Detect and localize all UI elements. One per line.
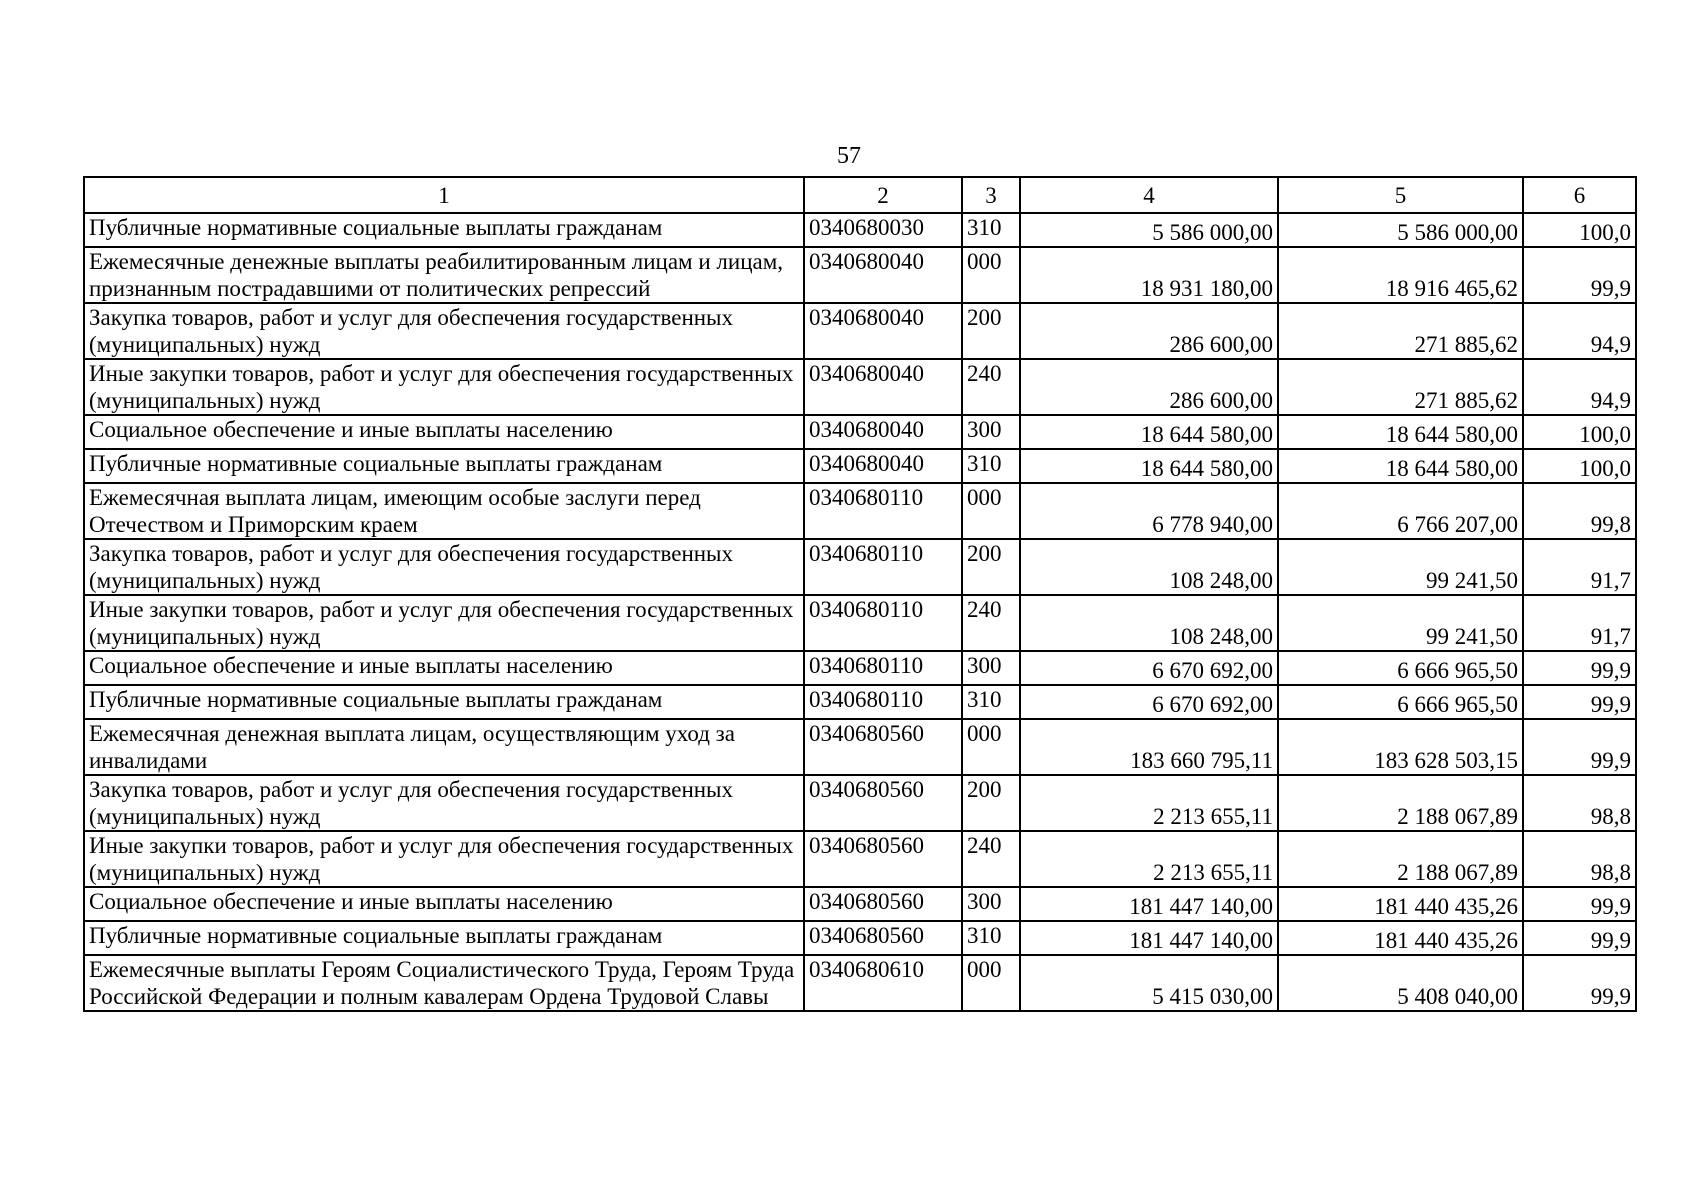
table-row <box>84 831 1636 887</box>
row-actual-amount-cell: 99 241,50 <box>1278 539 1523 595</box>
row-expense-type-cell: 200 <box>962 539 1020 595</box>
table-row <box>84 775 1636 831</box>
row-planned-amount-cell: 286 600,00 <box>1020 303 1278 359</box>
row-name-cell: Публичные нормативные социальные выплаты гражданам <box>84 449 804 483</box>
row-name-cell: Закупка товаров, работ и услуг для обеспечения государственных (муниципальных) нужд <box>84 303 804 359</box>
row-expense-type-cell: 200 <box>962 303 1020 359</box>
row-code-cell: 0340680040 <box>804 415 962 449</box>
row-name-cell: Закупка товаров, работ и услуг для обеспечения государственных (муниципальных) нужд <box>84 775 804 831</box>
row-expense-type-cell: 240 <box>962 595 1020 651</box>
header-row <box>84 177 1636 213</box>
row-planned-amount-cell: 181 447 140,00 <box>1020 921 1278 955</box>
row-planned-amount-cell: 286 600,00 <box>1020 359 1278 415</box>
column-header-4: 4 <box>1020 177 1278 213</box>
table-row <box>84 449 1636 483</box>
row-planned-amount-cell: 6 670 692,00 <box>1020 685 1278 719</box>
row-expense-type-cell: 000 <box>962 955 1020 1011</box>
row-actual-amount-cell: 6 766 207,00 <box>1278 483 1523 539</box>
row-code-cell: 0340680110 <box>804 483 962 539</box>
row-execution-percent-cell: 94,9 <box>1523 359 1636 415</box>
row-expense-type-cell: 300 <box>962 651 1020 685</box>
row-expense-type-cell: 200 <box>962 775 1020 831</box>
table-row <box>84 887 1636 921</box>
row-planned-amount-cell: 108 248,00 <box>1020 595 1278 651</box>
row-actual-amount-cell: 2 188 067,89 <box>1278 831 1523 887</box>
row-planned-amount-cell: 2 213 655,11 <box>1020 831 1278 887</box>
row-name-cell: Социальное обеспечение и иные выплаты населению <box>84 651 804 685</box>
column-header-3: 3 <box>962 177 1020 213</box>
row-actual-amount-cell: 181 440 435,26 <box>1278 887 1523 921</box>
row-actual-amount-cell: 6 666 965,50 <box>1278 685 1523 719</box>
row-execution-percent-cell: 99,9 <box>1523 651 1636 685</box>
column-header-1: 1 <box>84 177 804 213</box>
row-planned-amount-cell: 6 670 692,00 <box>1020 651 1278 685</box>
table-row <box>84 955 1636 1011</box>
row-execution-percent-cell: 94,9 <box>1523 303 1636 359</box>
row-actual-amount-cell: 18 644 580,00 <box>1278 415 1523 449</box>
row-name-cell: Публичные нормативные социальные выплаты гражданам <box>84 921 804 955</box>
row-expense-type-cell: 310 <box>962 921 1020 955</box>
row-name-cell: Ежемесячная денежная выплата лицам, осуществляющим уход за инвалидами <box>84 719 804 775</box>
row-name-cell: Ежемесячные денежные выплаты реабилитированным лицам и лицам, признанным пострадавшими от политических репрессий <box>84 247 804 303</box>
row-expense-type-cell: 000 <box>962 247 1020 303</box>
row-actual-amount-cell: 2 188 067,89 <box>1278 775 1523 831</box>
row-actual-amount-cell: 181 440 435,26 <box>1278 921 1523 955</box>
row-execution-percent-cell: 100,0 <box>1523 449 1636 483</box>
table-row <box>84 359 1636 415</box>
row-code-cell: 0340680560 <box>804 831 962 887</box>
row-execution-percent-cell: 98,8 <box>1523 775 1636 831</box>
table-row <box>84 685 1636 719</box>
row-expense-type-cell: 310 <box>962 213 1020 247</box>
row-code-cell: 0340680560 <box>804 921 962 955</box>
row-execution-percent-cell: 99,9 <box>1523 955 1636 1011</box>
row-execution-percent-cell: 91,7 <box>1523 595 1636 651</box>
row-planned-amount-cell: 108 248,00 <box>1020 539 1278 595</box>
row-planned-amount-cell: 18 644 580,00 <box>1020 449 1278 483</box>
row-expense-type-cell: 310 <box>962 685 1020 719</box>
table-row <box>84 247 1636 303</box>
budget-execution-table <box>83 176 1637 1012</box>
row-code-cell: 0340680040 <box>804 449 962 483</box>
row-actual-amount-cell: 5 408 040,00 <box>1278 955 1523 1011</box>
row-execution-percent-cell: 99,9 <box>1523 887 1636 921</box>
row-planned-amount-cell: 6 778 940,00 <box>1020 483 1278 539</box>
row-actual-amount-cell: 5 586 000,00 <box>1278 213 1523 247</box>
row-planned-amount-cell: 2 213 655,11 <box>1020 775 1278 831</box>
table-row <box>84 303 1636 359</box>
row-execution-percent-cell: 91,7 <box>1523 539 1636 595</box>
row-actual-amount-cell: 6 666 965,50 <box>1278 651 1523 685</box>
row-name-cell: Социальное обеспечение и иные выплаты населению <box>84 887 804 921</box>
row-planned-amount-cell: 5 586 000,00 <box>1020 213 1278 247</box>
row-planned-amount-cell: 18 644 580,00 <box>1020 415 1278 449</box>
row-code-cell: 0340680110 <box>804 651 962 685</box>
row-code-cell: 0340680560 <box>804 719 962 775</box>
column-header-2: 2 <box>804 177 962 213</box>
row-code-cell: 0340680110 <box>804 685 962 719</box>
row-execution-percent-cell: 99,9 <box>1523 719 1636 775</box>
row-code-cell: 0340680040 <box>804 303 962 359</box>
table-row <box>84 415 1636 449</box>
table-row <box>84 921 1636 955</box>
row-execution-percent-cell: 98,8 <box>1523 831 1636 887</box>
row-expense-type-cell: 300 <box>962 887 1020 921</box>
row-name-cell: Закупка товаров, работ и услуг для обеспечения государственных (муниципальных) нужд <box>84 539 804 595</box>
row-code-cell: 0340680110 <box>804 539 962 595</box>
table-row <box>84 595 1636 651</box>
row-expense-type-cell: 300 <box>962 415 1020 449</box>
row-execution-percent-cell: 99,9 <box>1523 685 1636 719</box>
row-expense-type-cell: 240 <box>962 831 1020 887</box>
row-planned-amount-cell: 5 415 030,00 <box>1020 955 1278 1011</box>
row-execution-percent-cell: 99,8 <box>1523 483 1636 539</box>
row-actual-amount-cell: 18 916 465,62 <box>1278 247 1523 303</box>
row-execution-percent-cell: 100,0 <box>1523 415 1636 449</box>
row-name-cell: Ежемесячная выплата лицам, имеющим особые заслуги перед Отечеством и Приморским краем <box>84 483 804 539</box>
row-expense-type-cell: 240 <box>962 359 1020 415</box>
column-header-5: 5 <box>1278 177 1523 213</box>
row-planned-amount-cell: 181 447 140,00 <box>1020 887 1278 921</box>
page-number: 57 <box>837 143 861 169</box>
row-expense-type-cell: 000 <box>962 719 1020 775</box>
row-actual-amount-cell: 99 241,50 <box>1278 595 1523 651</box>
row-planned-amount-cell: 183 660 795,11 <box>1020 719 1278 775</box>
row-code-cell: 0340680030 <box>804 213 962 247</box>
row-code-cell: 0340680610 <box>804 955 962 1011</box>
row-code-cell: 0340680040 <box>804 247 962 303</box>
row-name-cell: Публичные нормативные социальные выплаты гражданам <box>84 685 804 719</box>
row-execution-percent-cell: 99,9 <box>1523 247 1636 303</box>
table-body <box>84 213 1636 1011</box>
row-expense-type-cell: 310 <box>962 449 1020 483</box>
row-name-cell: Ежемесячные выплаты Героям Социалистического Труда, Героям Труда Российской Федерации и полным кавалерам Ордена Трудовой Славы <box>84 955 804 1011</box>
row-planned-amount-cell: 18 931 180,00 <box>1020 247 1278 303</box>
row-execution-percent-cell: 100,0 <box>1523 213 1636 247</box>
row-actual-amount-cell: 18 644 580,00 <box>1278 449 1523 483</box>
table-row <box>84 539 1636 595</box>
row-name-cell: Публичные нормативные социальные выплаты гражданам <box>84 213 804 247</box>
row-actual-amount-cell: 271 885,62 <box>1278 303 1523 359</box>
column-header-6: 6 <box>1523 177 1636 213</box>
table-row <box>84 213 1636 247</box>
row-execution-percent-cell: 99,9 <box>1523 921 1636 955</box>
row-actual-amount-cell: 183 628 503,15 <box>1278 719 1523 775</box>
table-row <box>84 719 1636 775</box>
row-code-cell: 0340680110 <box>804 595 962 651</box>
table-row <box>84 651 1636 685</box>
row-expense-type-cell: 000 <box>962 483 1020 539</box>
row-actual-amount-cell: 271 885,62 <box>1278 359 1523 415</box>
row-name-cell: Иные закупки товаров, работ и услуг для обеспечения государственных (муниципальных) нужд <box>84 595 804 651</box>
row-code-cell: 0340680040 <box>804 359 962 415</box>
row-name-cell: Иные закупки товаров, работ и услуг для обеспечения государственных (муниципальных) нужд <box>84 359 804 415</box>
table-row <box>84 483 1636 539</box>
row-name-cell: Иные закупки товаров, работ и услуг для обеспечения государственных (муниципальных) нужд <box>84 831 804 887</box>
row-code-cell: 0340680560 <box>804 887 962 921</box>
row-code-cell: 0340680560 <box>804 775 962 831</box>
row-name-cell: Социальное обеспечение и иные выплаты населению <box>84 415 804 449</box>
